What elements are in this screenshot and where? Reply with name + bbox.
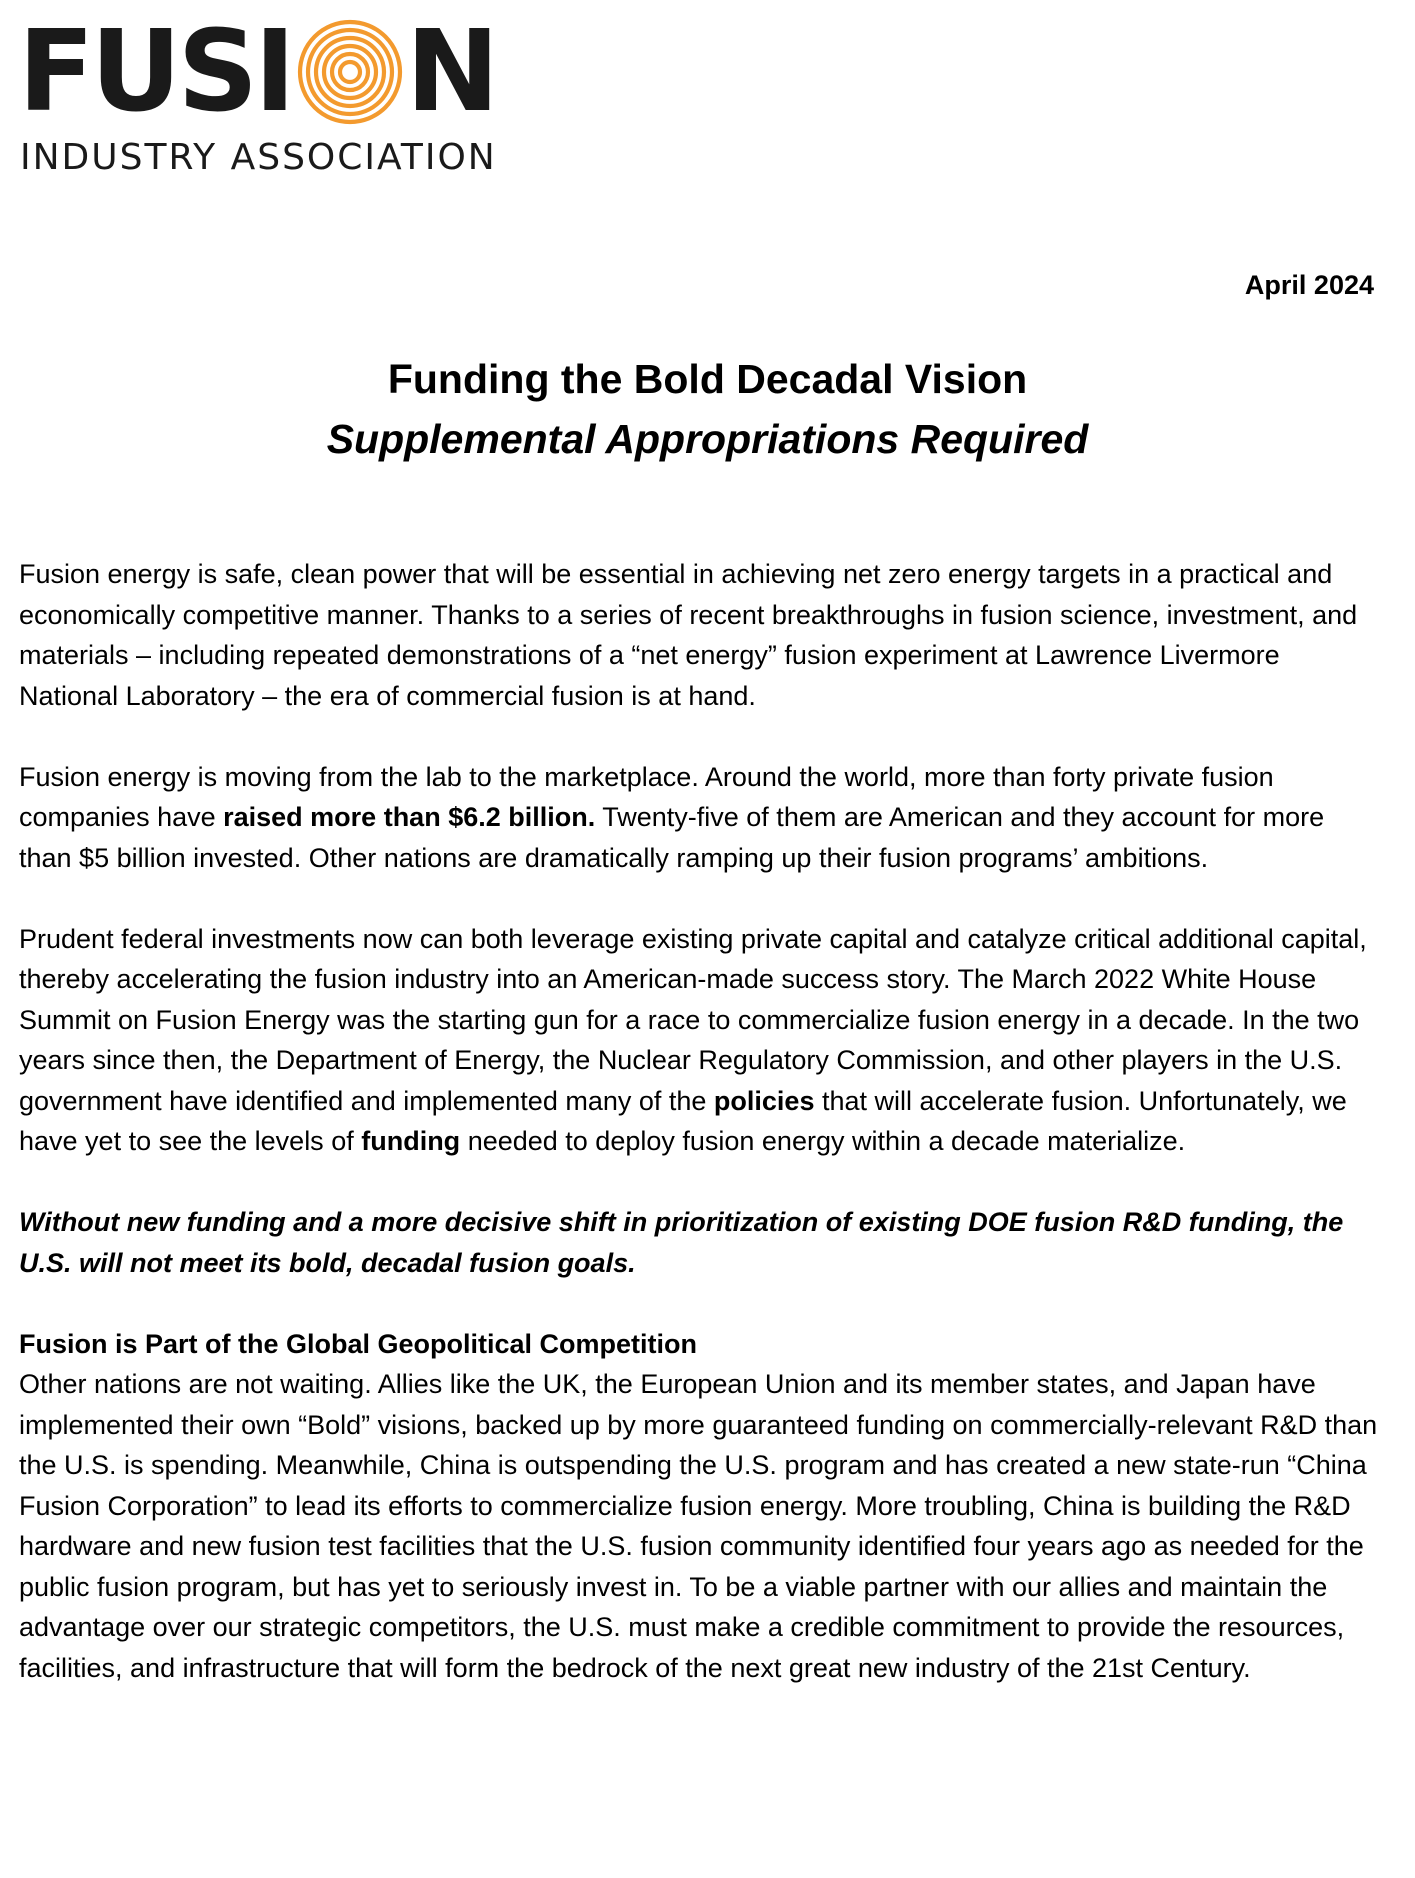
paragraph-marketplace-highlight: raised more than $6.2 billion.: [223, 802, 596, 832]
paragraph-intro: Fusion energy is safe, clean power that will be essential in achieving net zero energy targets in a practical and economically competitive manner. Thanks to a series of recent breakthroughs in fusion science, investment, and materials – including repeated demonstrations of a “net energy” fusion experiment at Lawrence Livermore National Laboratory – the era of commercial fusion is at hand.: [19, 559, 1358, 711]
logo-letters-before: FUSI: [18, 7, 292, 137]
logo-wordmark: [18, 7, 496, 137]
paragraph-marketplace: [19, 757, 1379, 879]
document-body: [19, 554, 1379, 1688]
paragraph-marketplace-text: Fusion energy is moving from the lab to the marketplace. Around the world, more than forty private fusion companies have: [19, 761, 1274, 832]
paragraph-federal-bold-policies: policies: [713, 1085, 815, 1116]
section-heading: Fusion is Part of the Global Geopolitical Competition: [19, 1328, 698, 1359]
paragraph-federal-bold-funding: funding: [361, 1126, 461, 1156]
paragraph-federal-text-2: that will accelerate fusion. Unfortunately, we have yet to see the levels of: [19, 1085, 1347, 1156]
document-subtitle: Supplemental Appropriations Required: [326, 416, 1089, 462]
paragraph-warning: Without new funding and a more decisive shift in prioritization of existing DOE fusion R&D funding, the U.S. will not meet its bold, decadal fusion goals.: [19, 1207, 1344, 1278]
logo-ring-icon: [296, 16, 404, 128]
document-date: April 2024: [1244, 270, 1374, 300]
paragraph-marketplace-text-end: Twenty-five of them are American and they account for more than $5 billion invested. Other nations are dramatically ramping up their fusion programs’ ambitions.: [19, 802, 1325, 873]
logo-letters-after: N: [405, 7, 496, 137]
paragraph-federal-text-3: needed to deploy fusion energy within a decade materialize.: [460, 1126, 1186, 1156]
document-title: Funding the Bold Decadal Vision: [387, 356, 1028, 402]
section-paragraph: Other nations are not waiting. Allies like the UK, the European Union and its member states, and Japan have implemented their own “Bold” visions, backed up by more guaranteed funding on commercially-relevant R&D than the U.S. is spending. Meanwhile, China is outspending the U.S. program and has created a new state-run “China Fusion Corporation” to lead its efforts to commercialize fusion energy. More troubling, China is building the R&D hardware and new fusion test facilities that the U.S. fusion community identified four years ago as needed for the public fusion program, but has yet to seriously invest in. To be a viable partner with our allies and maintain the advantage over our strategic competitors, the U.S. must make a credible commitment to provide the resources, facilities, and infrastructure that will form the bedrock of the next great new industry of the 21st Century.: [19, 1369, 1378, 1683]
logo: [18, 7, 538, 186]
paragraph-federal-text-1: Prudent federal investments now can both leverage existing private capital and catalyze critical additional capital, thereby accelerating the fusion industry into an American-made success story. The March 2022 White House Summit on Fusion Energy was the starting gun for a race to commercialize fusion energy in a decade. In the two years since then, the Department of Energy, the Nuclear Regulatory Commission, and other players in the U.S. government have identified and implemented many of the: [19, 923, 1367, 1116]
logo-subtitle: INDUSTRY ASSOCIATION: [20, 137, 497, 178]
paragraph-federal-investment: [19, 919, 1379, 1162]
